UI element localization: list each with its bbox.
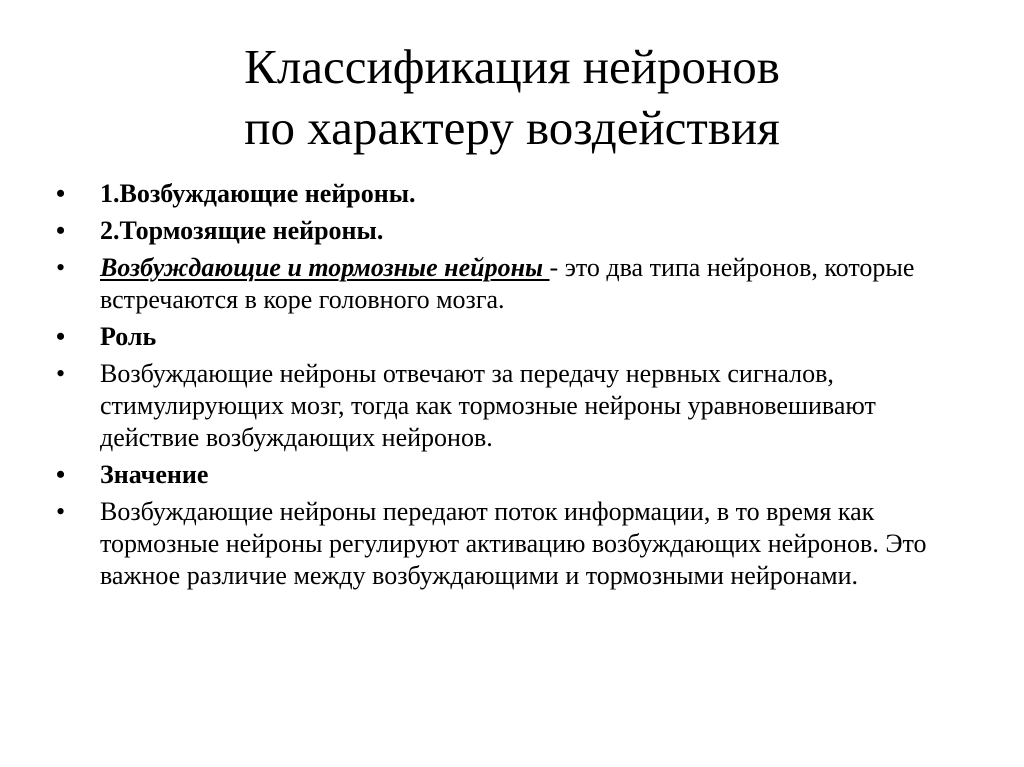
title-line-1: Классификация нейронов <box>244 39 780 94</box>
bullet-item-inhibitory <box>56 215 976 247</box>
bullet-text: 1.Возбуждающие нейроны. <box>100 179 416 208</box>
bullet-text: Возбуждающие нейроны отвечают за передачу нервных сигналов, стимулирующих мозг, тогда как тормозные нейроны уравновешивают действие возбуждающих нейронов. <box>100 359 876 452</box>
title-line-2: по характеру воздействия <box>244 100 780 155</box>
bullet-text: 2.Тормозящие нейроны. <box>100 216 384 245</box>
bullet-text: Значение <box>100 460 209 489</box>
bullet-item-role-text <box>56 358 976 454</box>
bullet-item-role-heading <box>56 321 976 353</box>
bullet-list <box>56 178 976 597</box>
bullet-item-meaning-heading <box>56 459 976 491</box>
bullet-marker: • <box>56 359 66 388</box>
bullet-marker: • <box>56 497 66 526</box>
bullet-text: Возбуждающие нейроны передают поток информации, в то время как тормозные нейроны регулируют активацию возбуждающих нейронов. Это важное различие между возбуждающими и тормозными нейронами. <box>100 497 927 590</box>
bullet-item-excitatory <box>56 178 976 210</box>
bullet-item-definition <box>56 252 976 316</box>
bullet-marker: • <box>56 460 66 489</box>
bullet-marker: • <box>56 179 66 208</box>
bullet-marker: • <box>56 322 66 351</box>
definition-lead-term: Возбуждающие и тормозные нейроны <box>100 253 550 282</box>
bullet-marker: • <box>56 216 66 245</box>
bullet-item-meaning-text <box>56 496 976 592</box>
bullet-text: - это два типа нейронов, которые встречаются в коре головного мозга. <box>100 253 915 314</box>
bullet-marker: • <box>56 253 66 282</box>
slide-title <box>0 36 1024 158</box>
bullet-text: Роль <box>100 322 157 351</box>
